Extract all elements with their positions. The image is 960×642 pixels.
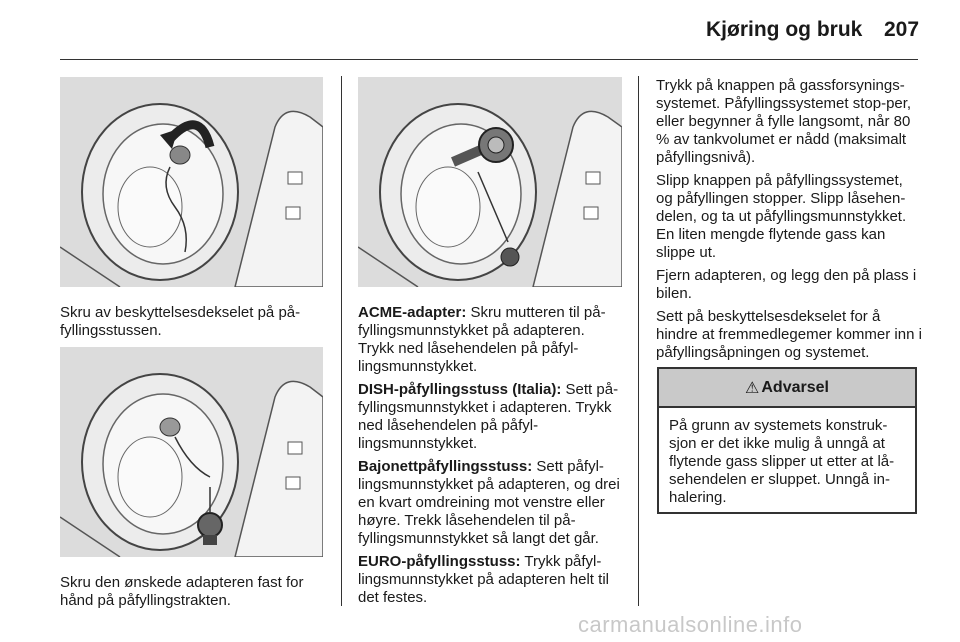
page-header-title: Kjøring og bruk [706, 18, 863, 41]
column-divider-left [341, 76, 342, 606]
middle-column-text [358, 304, 624, 612]
paragraph-replace-cap: Sett på beskyttelsesdekselet for å hindre at fremmedlegemer kommer inn i påfyllingsåpningen og systemet. [656, 308, 922, 361]
paragraph-acme [358, 304, 624, 376]
paragraph-release-button: Slipp knappen på påfyllingssystemet, og påfyllingen stopper. Slipp låsehen-delen, og ta ut påfyllingsmunnstykket. En liten mengde flytende gass kan slippe ut. [656, 172, 907, 261]
paragraph-euro [358, 553, 624, 607]
warning-title: Advarsel [761, 378, 829, 396]
label-dish: DISH-påfyllingsstuss (Italia): [358, 381, 562, 398]
caption-screw-adapter: Skru den ønskede adapteren fast for hånd på påfyllingstrakten. [60, 574, 304, 609]
figure-adapter-mounted [358, 77, 622, 287]
paragraph-bayonet [358, 458, 624, 548]
warning-box [657, 367, 917, 514]
warning-header [659, 369, 915, 408]
paragraph-press-button: Trykk på knappen på gassforsynings-systemet. Påfyllingssystemet stop-per, eller begynner å fylle langsomt, når 80 % av tankvolumet er nådd (maksimalt påfyllingsnivå). [656, 77, 912, 166]
label-euro: EURO-påfyllingsstuss: [358, 553, 521, 570]
column-divider-right [638, 76, 639, 606]
text-dish: Sett på-fyllingsmunnstykket i adapteren. Trykk ned låsehendelen på påfyl-lingsmunnstykket. [358, 381, 619, 452]
figure-screw-adapter [60, 347, 323, 557]
label-bayonet: Bajonettpåfyllingsstuss: [358, 458, 533, 475]
page-number: 207 [884, 18, 920, 41]
label-acme: ACME-adapter: [358, 304, 467, 321]
text-bayonet: Sett påfyl-lingsmunnstykket på adapteren, og drei en kvart omdreining mot venstre eller høyre. Trekk låsehendelen til på-fyllingsmunnstykket så langt det går. [358, 458, 620, 547]
warning-text: På grunn av systemets konstruk-sjon er det ikke mulig å unngå at flytende gass slipper ut etter at lå-sehendelen er sluppet. Unngå in-halering. [669, 417, 895, 506]
text-euro: Trykk påfyl-lingsmunnstykket på adapteren helt til det festes. [358, 553, 609, 606]
warning-icon: ⚠ [745, 379, 760, 397]
watermark: carmanualsonline.info [578, 612, 803, 637]
caption-remove-cap: Skru av beskyttelsesdekselet på på-fyllingsstussen. [60, 304, 301, 339]
right-column-text [656, 77, 922, 367]
paragraph-dish [358, 381, 624, 453]
paragraph-remove-adapter: Fjern adapteren, og legg den på plass i bilen. [656, 267, 917, 302]
figure-remove-cap [60, 77, 323, 287]
text-acme: Skru mutteren til på-fyllingsmunnstykket på adapteren. Trykk ned låsehendelen på påfyl-lingsmunnstykket. [358, 304, 606, 375]
header-divider [60, 59, 918, 60]
